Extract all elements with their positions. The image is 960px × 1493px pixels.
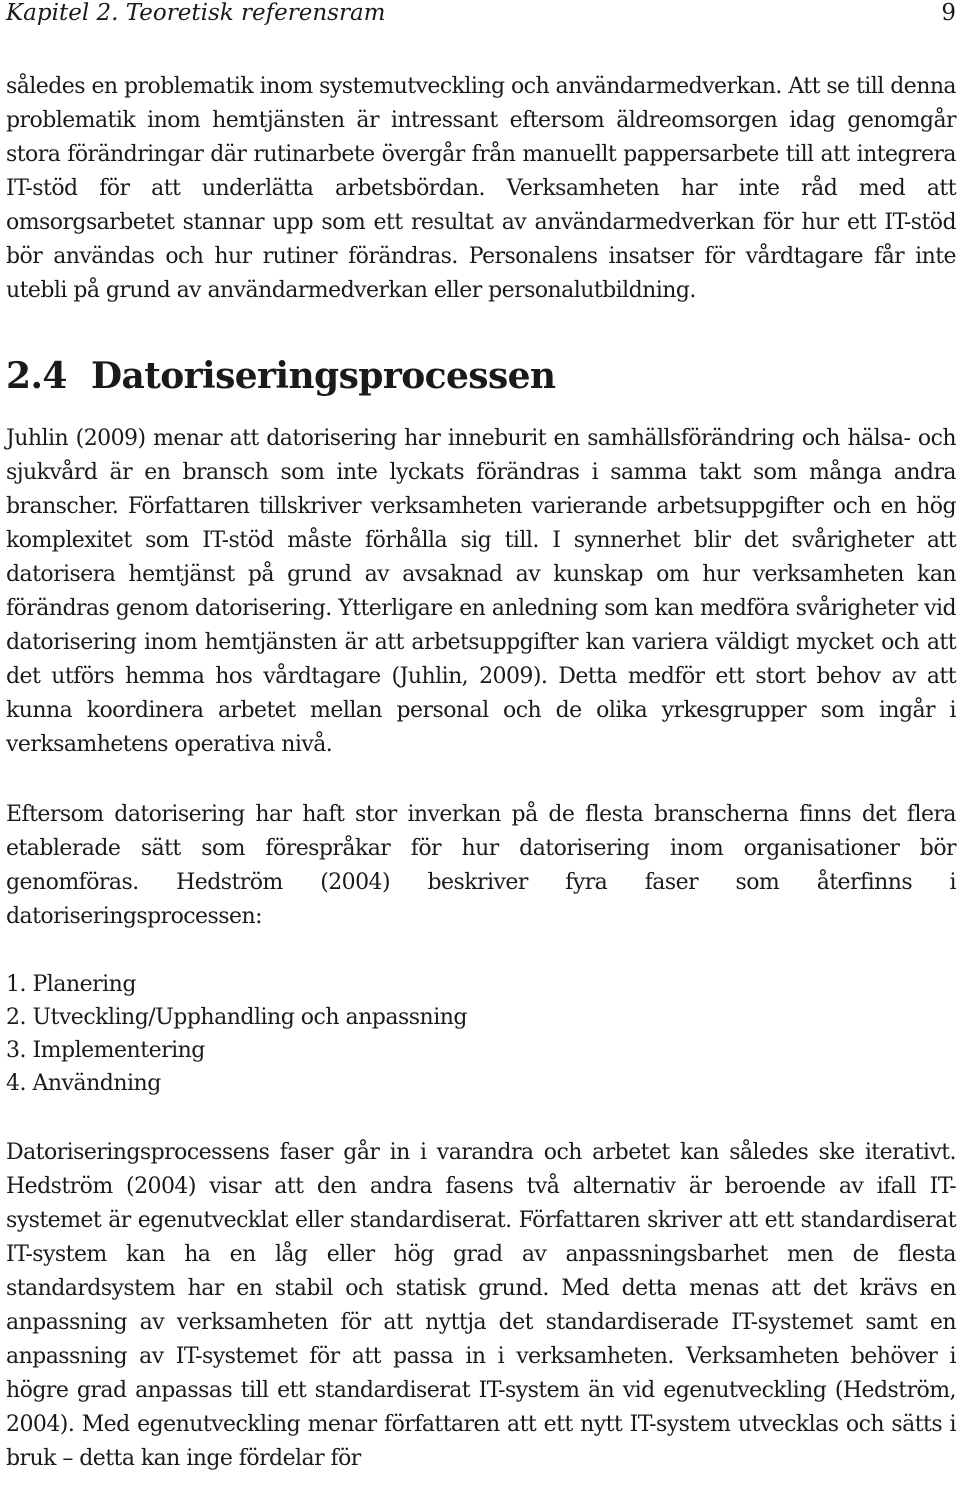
list-item: 2. Utveckling/Upphandling och anpassning bbox=[6, 1005, 468, 1030]
document-page bbox=[6, 0, 956, 1476]
page-number: 9 bbox=[941, 0, 956, 26]
running-header bbox=[6, 0, 956, 30]
section-title: Datoriseringsprocessen bbox=[90, 355, 556, 397]
phase-list bbox=[6, 968, 956, 1100]
list-item: 4. Användning bbox=[6, 1071, 161, 1096]
section-number: 2.4 bbox=[6, 355, 67, 397]
paragraph-intro: således en problematik inom systemutveckling och användarmedverkan. Att se till denna problematik inom hemtjänsten är intressant eftersom äldreomsorgen idag genomgår stora förändringar där rutinarbete övergår från manuellt pappersarbete till att integrera IT-stöd för att underlätta arbetsbördan. Verksamheten har inte råd med att omsorgsarbetet stannar upp som ett resultat av användarmedverkan för hur ett IT-stöd bör användas och hur rutiner förändras. Personalens insatser för vårdtagare får inte utebli på grund av användarmedverkan eller personalutbildning. bbox=[6, 74, 956, 303]
section-heading bbox=[6, 356, 956, 396]
chapter-title: Kapitel 2. Teoretisk referensram bbox=[6, 0, 386, 26]
list-item: 3. Implementering bbox=[6, 1038, 205, 1063]
list-item: 1. Planering bbox=[6, 972, 136, 997]
paragraph-juhlin: Juhlin (2009) menar att datorisering har inneburit en samhällsförändring och hälsa- och sjukvård är en bransch som inte lyckats förändras i samma takt som många andra branscher. Författaren tillskriver verksamheten varierande arbetsuppgifter och en hög komplexitet som IT-stöd måste förhålla sig till. I synnerhet blir det svårigheter att datorisera hemtjänst på grund av avsaknad av kunskap om hur verksamheten kan förändras genom datorisering. Ytterligare en anledning som kan medföra svårigheter vid datorisering inom hemtjänsten är att arbetsuppgifter kan variera väldigt mycket och att det utförs hemma hos vårdtagare (Juhlin, 2009). Detta medför ett stort behov av att kunna koordinera arbetet mellan personal och de olika yrkesgrupper som ingår i verksamhetens operativa nivå. bbox=[6, 426, 956, 757]
paragraph-iterative: Datoriseringsprocessens faser går in i varandra och arbetet kan således ske iterativt. Hedström (2004) visar att den andra fasens två alternativ är beroende av ifall IT-systemet är egenutvecklat eller standardiserat. Författaren skriver att ett standardiserat IT-system kan ha en låg eller hög grad av anpassningsbarhet men de flesta standardsystem har en stabil och statisk grund. Med detta menas att det krävs en anpassning av verksamheten för att nyttja det standardiserade IT-systemet samt en anpassning av IT-systemet för att passa in i verksamheten. Verksamheten behöver i högre grad anpassas till ett standardiserat IT-system än vid egenutveckling (Hedström, 2004). Med egenutveckling menar författaren att ett nytt IT-system utvecklas och sätts i bruk – detta kan inge fördelar för bbox=[6, 1140, 956, 1471]
paragraph-hedstrom-phases: Eftersom datorisering har haft stor inverkan på de flesta branscherna finns det flera etablerade sätt som förespråkar för hur datorisering inom organisationer bör genomföras. Hedström (2004) beskriver fyra faser som återfinns i datoriseringsprocessen: bbox=[6, 802, 956, 929]
